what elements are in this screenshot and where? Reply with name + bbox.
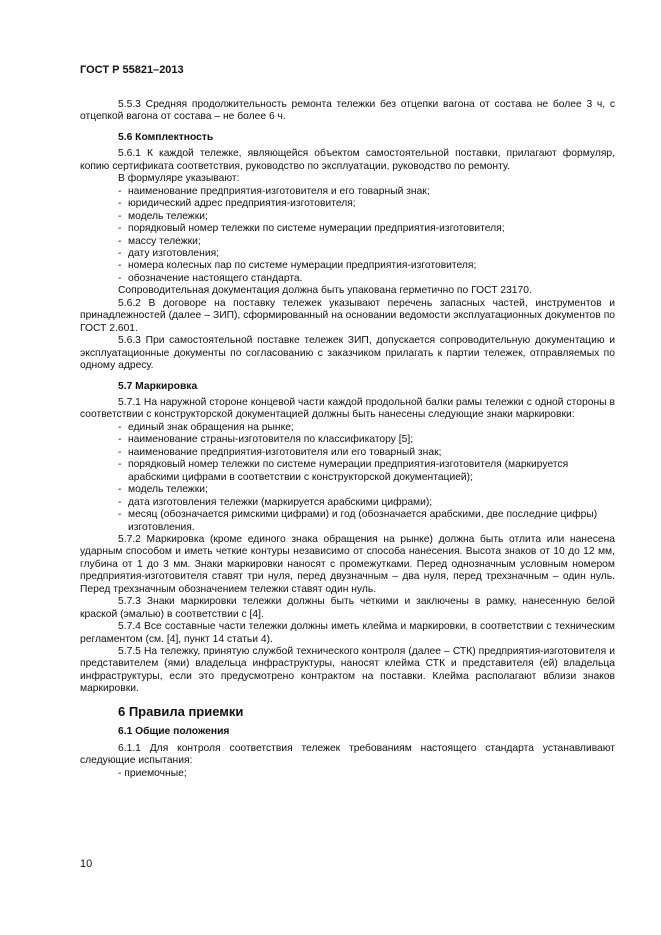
marking-list-item-text: наименование предприятия-изготовителя или его товарный знак; <box>128 446 442 458</box>
dash-marker: - <box>118 223 122 235</box>
marking-list-item <box>80 459 615 484</box>
document-header: ГОСТ Р 55821–2013 <box>80 64 184 76</box>
paragraph-5-5-3: 5.5.3 Средняя продолжительность ремонта тележки без отцепки вагона от состава не более 3 ч, с отцепкой вагона от состава – не более 6 ч. <box>80 99 615 123</box>
form-list-item <box>80 273 615 285</box>
document-body <box>80 99 615 780</box>
form-list-item <box>80 211 615 223</box>
dash-marker: - <box>118 247 122 259</box>
form-list-item <box>80 198 615 210</box>
paragraph-5-6-1: 5.6.1 К каждой тележке, являющейся объектом самостоятельной поставки, прилагают формуляр, копию сертификата соответствия, руководство по эксплуатации, руководство по ремонту. <box>80 148 615 172</box>
paragraph-5-7-1: 5.7.1 На наружной стороне концевой части каждой продольной балки рамы тележки с одной стороны в соответствии с конструкторской документацией должны быть нанесены следующие знаки маркировки: <box>80 396 615 421</box>
paragraph-5-6-3: 5.6.3 При самостоятельной поставке тележек ЗИП, допускается сопроводительную документацию и эксплуатационные документы по согласованию с заказчиком прилагать к партии тележек, отправляемых по одному адресу. <box>80 335 615 372</box>
marking-list-item-text: дата изготовления тележки (маркируется арабскими цифрами); <box>128 496 433 508</box>
marking-list-item-text: наименование страны-изготовителя по классификатору [5]; <box>128 434 414 446</box>
paragraph-5-7-5: 5.7.5 На тележку, принятую службой технического контроля (далее – СТК) предприятия-изготовителя и представителем (ями) владельца инфраструктуры, наносят клейма СТК и представителя (ей) владельца инфраструктуры, если это предусмотрено контрактом на поставки. Клейма располагают вблизи знаков маркировки. <box>80 646 615 695</box>
dash-marker: - <box>118 446 122 458</box>
heading-5-6: 5.6 Комплектность <box>118 131 214 143</box>
form-list-item-text: дату изготовления; <box>128 247 220 259</box>
marking-list-item <box>80 447 615 459</box>
paragraph-6-1-1: 6.1.1 Для контроля соответствия тележек требованиям настоящего стандарта устанавливают следующие испытания: <box>80 742 615 767</box>
marking-list-item-text: порядковый номер тележки по системе нумерации предприятия-изготовителя (маркируется арабскими цифрами в соответствии с конструкторской документацией); <box>128 459 569 483</box>
form-list-item <box>80 186 615 198</box>
dash-marker: - <box>118 272 122 284</box>
dash-marker: - <box>118 434 122 446</box>
marking-list-item <box>80 509 615 534</box>
form-list-item <box>80 260 615 272</box>
form-list-item-text: наименование предприятия-изготовителя и его товарный знак; <box>128 185 430 197</box>
dash-marker: - <box>118 260 122 272</box>
dash-marker: - <box>118 185 122 197</box>
marking-list-item <box>80 434 615 446</box>
heading-6-1: 6.1 Общие положения <box>118 726 230 738</box>
form-list-item <box>80 248 615 260</box>
marking-list-item <box>80 484 615 496</box>
marking-list-item <box>80 422 615 434</box>
form-list-item <box>80 236 615 248</box>
marking-list-item-text: месяц (обозначается римскими цифрами) и год (обозначается арабскими, две последние цифры) изготовления. <box>128 509 598 533</box>
form-list-item-text: обозначение настоящего стандарта. <box>128 272 303 284</box>
paragraph-5-7-2: 5.7.2 Маркировка (кроме единого знака обращения на рынке) должна быть отлита или нанесена ударным способом и иметь четкие контуры независимо от способа нанесения. Высота знаков от 10 до 12 мм, глубина от 1 до 3 мм. Знаки маркировки наносят с промежутками. Перед однозначным условным номером предприятия-изготовителя ставят три нуля, перед двузначным – два нуля, перед трехзначным – один нуль. Перед трехзначным обозначением тележки ставят один нуль. <box>80 533 615 595</box>
form-list-item-text: номера колесных пар по системе нумерации предприятия-изготовителя; <box>128 260 477 272</box>
dash-marker: - <box>118 496 122 508</box>
heading-6: 6 Правила приемки <box>118 703 244 719</box>
dash-marker: - <box>118 484 122 496</box>
dash-marker: - <box>118 421 122 433</box>
dash-marker: - <box>118 509 122 521</box>
marking-list-item-text: единый знак обращения на рынке; <box>128 421 294 433</box>
dash-marker: - <box>118 210 122 222</box>
paragraph-5-7-3: 5.7.3 Знаки маркировки тележки должны быть четкими и заключены в рамку, нанесенную белой краской (эмалью) в соответствии с [4]. <box>80 596 615 620</box>
heading-5-7: 5.7 Маркировка <box>118 380 198 392</box>
paragraph-5-7-4: 5.7.4 Все составные части тележки должны иметь клейма и маркировки, в соответствии с техническим регламентом (см. [4], пункт 14 статьи 4). <box>80 621 615 645</box>
form-list-item <box>80 223 615 235</box>
form-list-item-text: модель тележки; <box>128 210 208 222</box>
dash-marker: - <box>118 198 122 210</box>
page-number: 10 <box>80 858 93 870</box>
form-list-item-text: порядковый номер тележки по системе нумерации предприятия-изготовителя; <box>128 223 505 235</box>
form-list-item-text: юридический адрес предприятия-изготовителя; <box>128 198 356 210</box>
paragraph-acceptance: - приемочные; <box>118 767 187 779</box>
paragraph-packaging: Сопроводительная документация должна быть упакована герметично по ГОСТ 23170. <box>118 285 532 297</box>
form-list-item-text: массу тележки; <box>128 235 201 247</box>
form-intro: В формуляре указывают: <box>118 173 240 185</box>
marking-list-item <box>80 497 615 509</box>
marking-list-item-text: модель тележки; <box>128 484 208 496</box>
dash-marker: - <box>118 459 122 471</box>
dash-marker: - <box>118 235 122 247</box>
paragraph-5-6-2: 5.6.2 В договоре на поставку тележек указывают перечень запасных частей, инструментов и принадлежностей (далее – ЗИП), сформированный на основании ведомости эксплуатационных документов по ГОСТ 2.601. <box>80 297 615 334</box>
